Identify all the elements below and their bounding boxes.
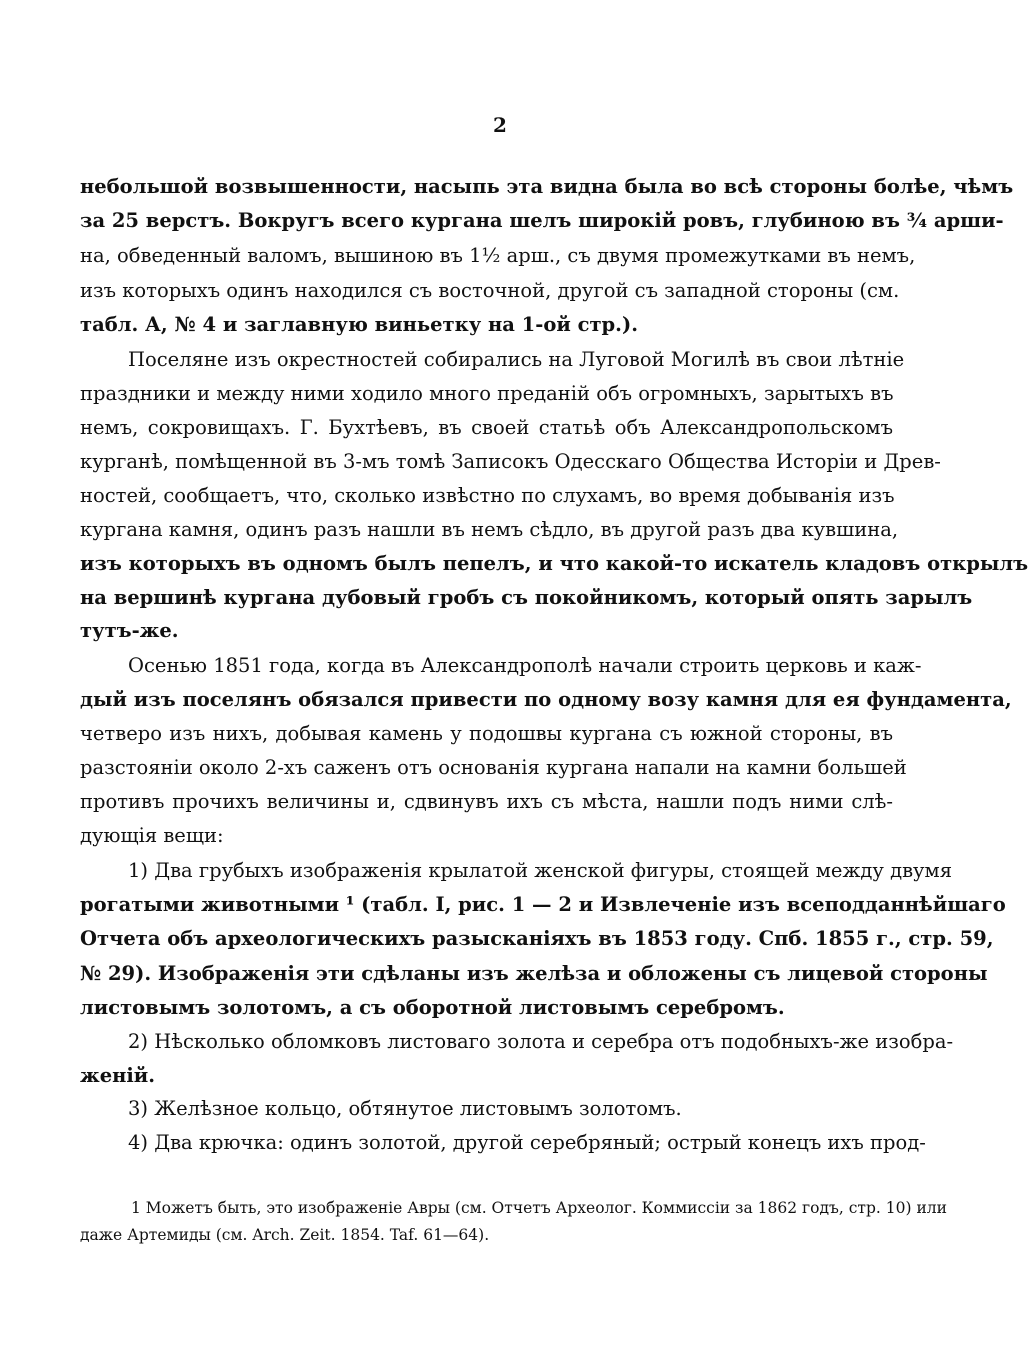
body-line: листовымъ золотомъ, а съ оборотной листовымъ серебромъ. [80, 996, 785, 1019]
body-line: курганѣ, помѣщенной въ 3-мъ томѣ Записокъ Одесскаго Общества Исторіи и Древ- [80, 450, 941, 473]
body-line: праздники и между ними ходило много преданій объ огромныхъ, зарытыхъ въ [80, 382, 894, 405]
body-line: дующія вещи: [80, 824, 224, 847]
body-line: разстояніи около 2-хъ саженъ отъ основанія кургана напали на камни большей [80, 756, 907, 779]
footnote-line: даже Артемиды (см. Arch. Zeit. 1854. Taf. 61—64). [80, 1226, 490, 1244]
body-line: женій. [80, 1064, 156, 1087]
body-line: Поселяне изъ окрестностей собирались на Луговой Могилѣ въ свои лѣтніе [128, 348, 905, 371]
body-line: на, обведенный валомъ, вышиною въ 1½ арш., съ двумя промежутками въ немъ, [80, 244, 916, 267]
body-line: на вершинѣ кургана дубовый гробъ съ покойникомъ, который опять зарылъ [80, 586, 973, 609]
body-line: 3) Желѣзное кольцо, обтянутое листовымъ золотомъ. [128, 1097, 682, 1120]
body-line: Отчета объ археологическихъ разысканіяхъ въ 1853 году. Спб. 1855 г., стр. 59, [80, 927, 994, 950]
body-line: 2) Нѣсколько обломковъ листоваго золота и серебра отъ подобныхъ-же изобра- [128, 1030, 954, 1053]
body-line: противъ прочихъ величины и, сдвинувъ ихъ съ мѣста, нашли подъ ними слѣ- [80, 790, 893, 813]
body-line: табл. А, № 4 и заглавную виньетку на 1-ой стр.). [80, 313, 638, 336]
body-line: немъ, сокровищахъ. Г. Бухтѣевъ, въ своей статьѣ объ Александропольскомъ [80, 416, 893, 439]
body-line: ностей, сообщаетъ, что, сколько извѣстно по слухамъ, во время добыванія изъ [80, 484, 895, 507]
body-line: изъ которыхъ одинъ находился съ восточной, другой съ западной стороны (см. [80, 279, 900, 302]
body-line: изъ которыхъ въ одномъ былъ пепелъ, и что какой-то искатель кладовъ открылъ [80, 552, 1028, 575]
body-line: дый изъ поселянъ обязался привести по одному возу камня для ея фундамента, [80, 688, 1012, 711]
body-line: тутъ-же. [80, 619, 179, 642]
body-line: небольшой возвышенности, насыпь эта видна была во всѣ стороны болѣе, чѣмъ [80, 175, 1014, 198]
page-number: 2 [493, 113, 507, 137]
body-line: рогатыми животными ¹ (табл. I, рис. 1 — 2 и Извлеченіе изъ всеподданнѣйшаго [80, 893, 1006, 916]
body-line: Осенью 1851 года, когда въ Александрополѣ начали строить церковь и каж- [128, 654, 922, 677]
body-line: кургана камня, одинъ разъ нашли въ немъ сѣдло, въ другой разъ два кувшина, [80, 518, 899, 541]
body-line: № 29). Изображенія эти сдѣланы изъ желѣза и обложены съ лицевой стороны [80, 962, 988, 985]
body-line: 1) Два грубыхъ изображенія крылатой женской фигуры, стоящей между двумя [128, 859, 952, 882]
body-line: за 25 верстъ. Вокругъ всего кургана шелъ широкій ровъ, глубиною въ ¾ арши- [80, 209, 1004, 232]
body-line: четверо изъ нихъ, добывая камень у подошвы кургана съ южной стороны, въ [80, 722, 893, 745]
body-line: 4) Два крючка: одинъ золотой, другой серебряный; острый конецъ ихъ прод- [128, 1131, 926, 1154]
footnote-line: 1 Можетъ быть, это изображеніе Авры (см. Отчетъ Археолог. Коммиссіи за 1862 годъ, стр. 10) или [131, 1199, 947, 1217]
